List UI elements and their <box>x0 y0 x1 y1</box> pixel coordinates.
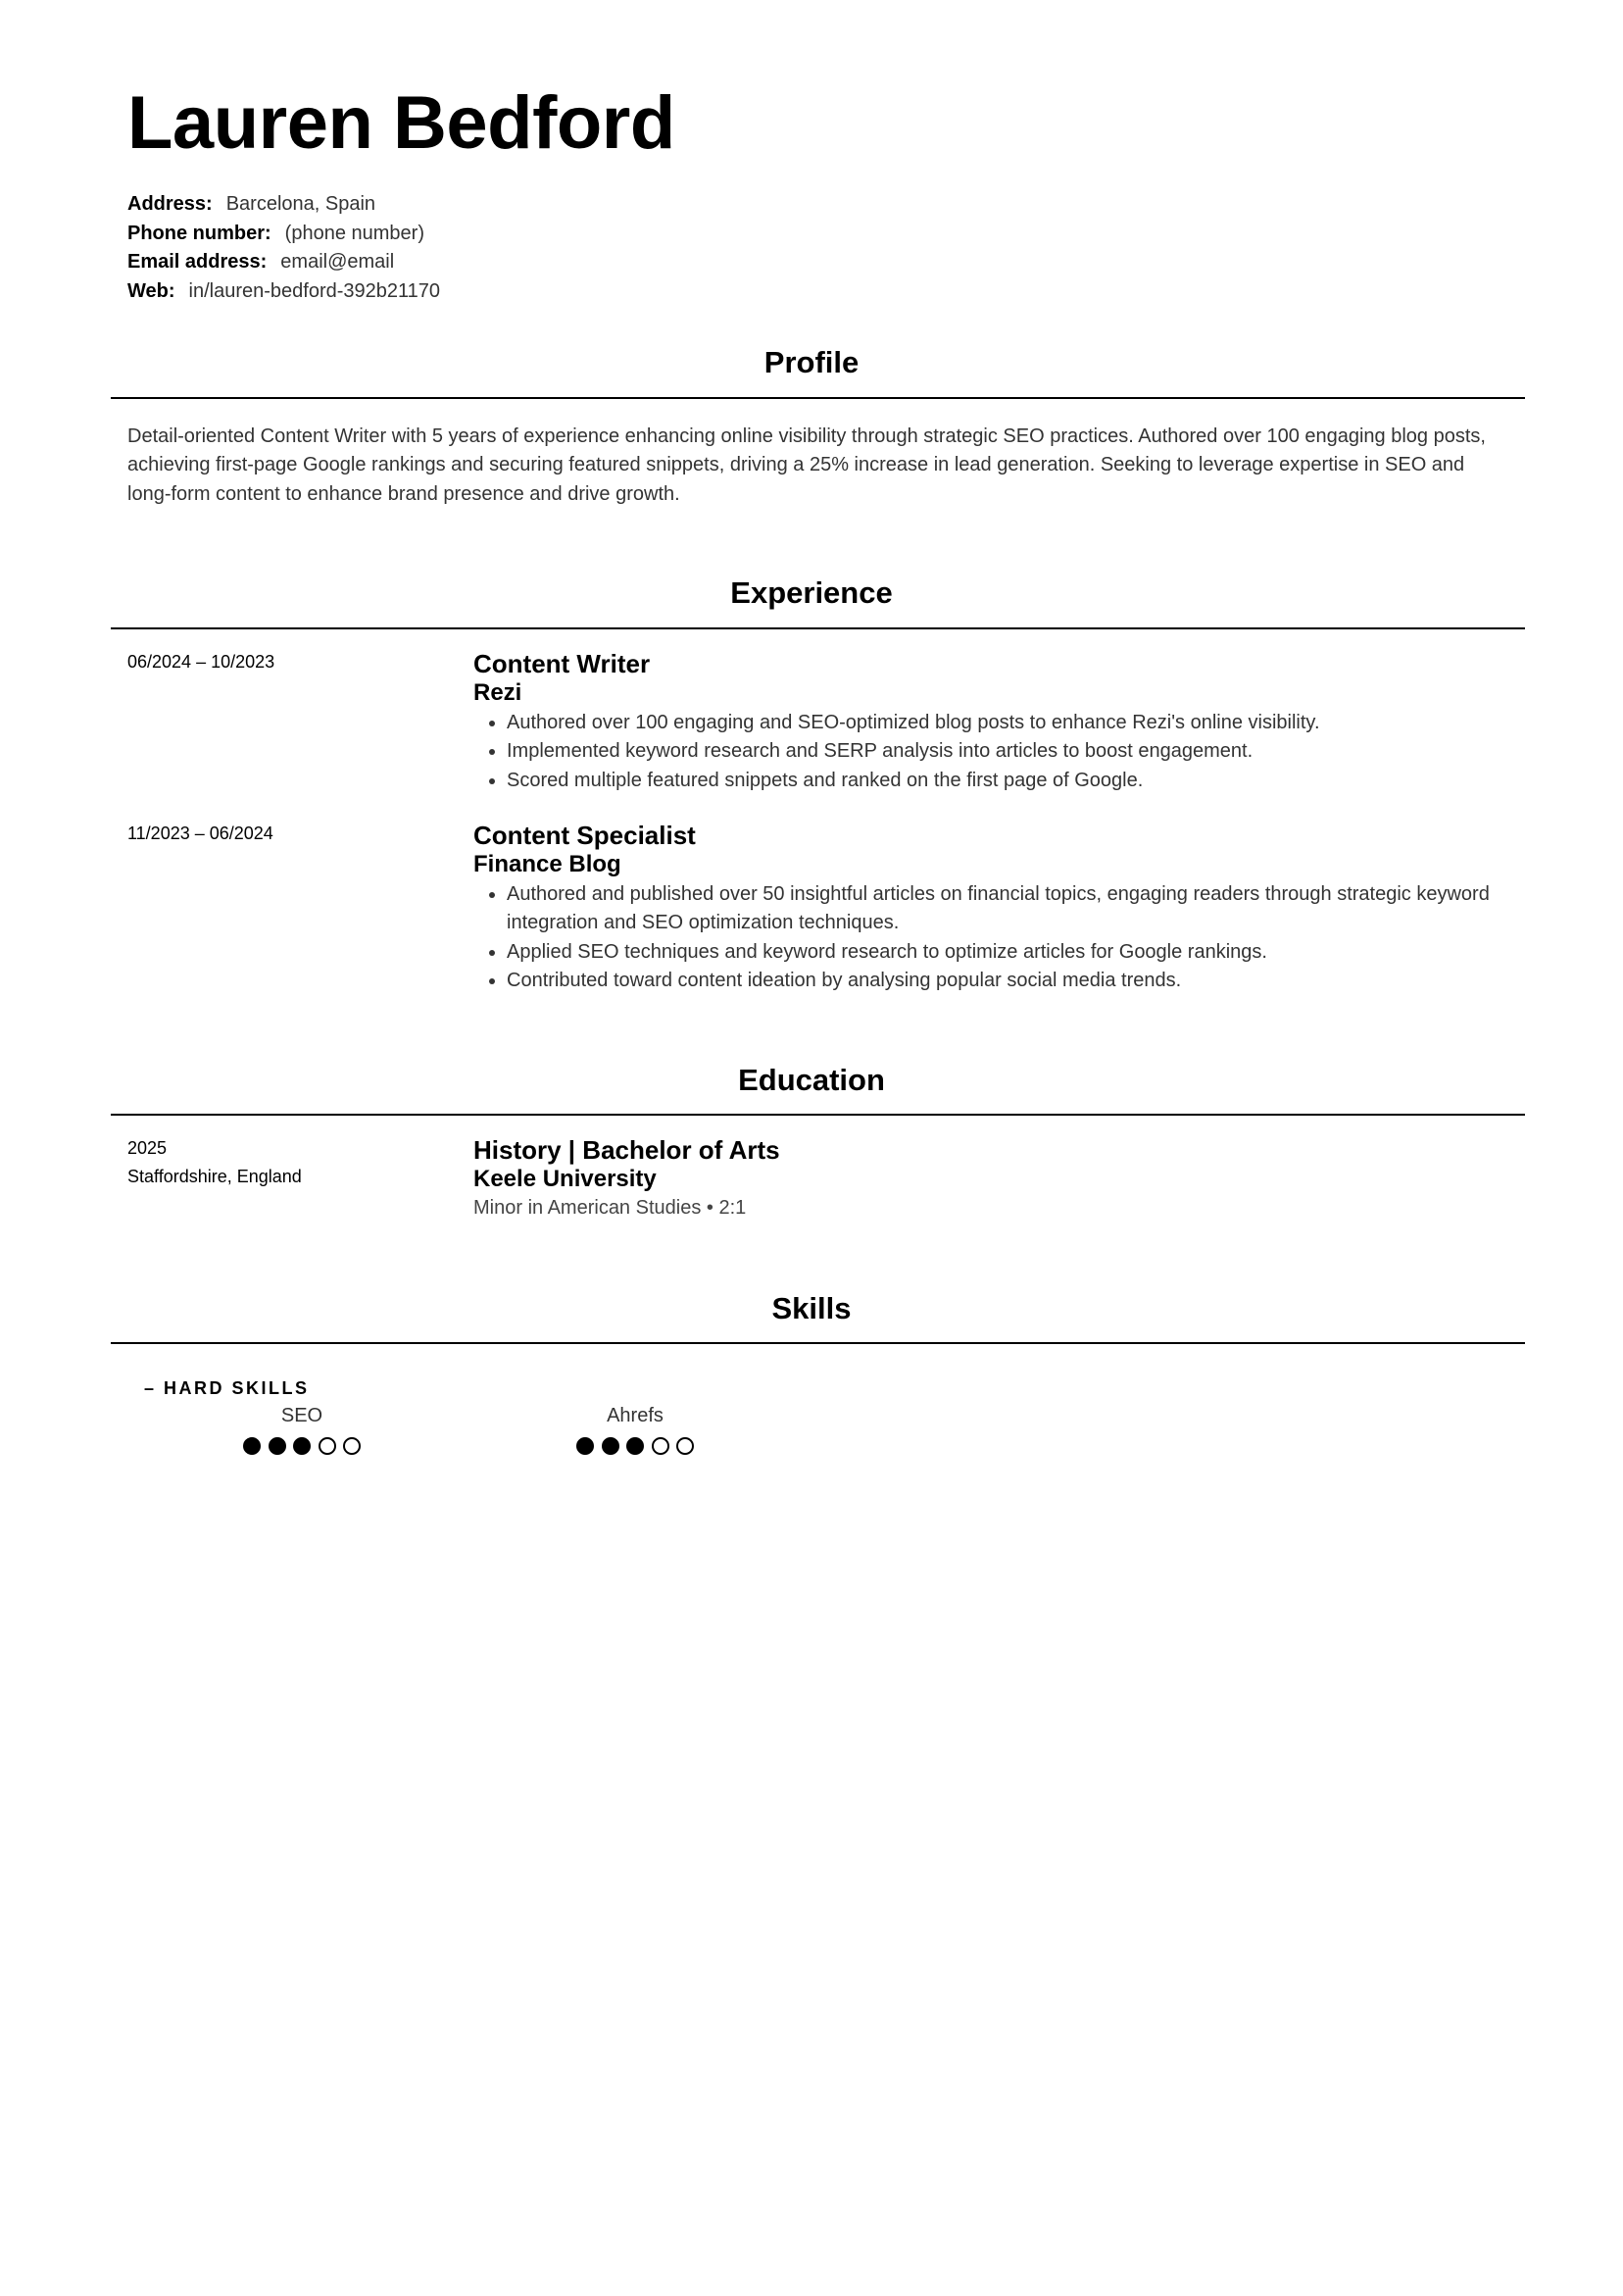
skill-rating <box>223 1437 380 1455</box>
achievement-item: • Authored and published over 50 insightful articles on financial topics, engaging readers through strategic keyword integration and SEO optimization techniques. <box>507 880 1512 938</box>
contact-label: Email address: <box>127 251 268 273</box>
contact-value: (phone number) <box>284 222 424 244</box>
rating-dot-filled <box>269 1437 286 1455</box>
skills-divider <box>111 1342 1525 1344</box>
skill-rating <box>557 1437 713 1455</box>
skill-ahrefs <box>557 1402 713 1455</box>
skill-name: SEO <box>280 1405 323 1426</box>
achievement-item: • Implemented keyword research and SERP analysis into articles to boost engagement. <box>507 737 1512 766</box>
contact-address <box>127 190 440 220</box>
rating-dot-filled <box>243 1437 261 1455</box>
contact-value: Barcelona, Spain <box>225 193 376 215</box>
experience-heading: Experience <box>730 575 893 610</box>
contact-value: email@email <box>280 251 395 273</box>
achievement-item: • Scored multiple featured snippets and ranked on the first page of Google. <box>507 767 1512 795</box>
contact-web <box>127 277 440 307</box>
contact-label: Phone number: <box>127 222 271 244</box>
rating-dot-empty <box>319 1437 336 1455</box>
contact-email <box>127 248 440 277</box>
contact-value: in/lauren-bedford-392b21170 <box>188 279 441 302</box>
achievement-item: • Applied SEO techniques and keyword research to optimize articles for Google rankings. <box>507 938 1512 967</box>
rating-dot-filled <box>293 1437 311 1455</box>
education-heading: Education <box>738 1063 885 1097</box>
experience-dates: 06/2024 – 10/2023 <box>127 652 275 672</box>
degree-title: History | Bachelor of Arts <box>473 1135 780 1165</box>
skill-seo <box>223 1402 380 1455</box>
achievement-item: • Contributed toward content ideation by analysing popular social media trends. <box>507 967 1512 995</box>
company-name: Finance Blog <box>473 851 621 877</box>
achievement-list <box>473 709 1512 795</box>
rating-dot-filled <box>626 1437 644 1455</box>
profile-heading: Profile <box>763 345 860 379</box>
job-title: Content Specialist <box>473 821 696 850</box>
graduation-year: 2025 <box>127 1138 168 1158</box>
education-details <box>473 1134 1512 1223</box>
degree-note: Minor in American Studies • 2:1 <box>473 1197 747 1219</box>
experience-divider <box>111 627 1525 629</box>
rating-dot-empty <box>343 1437 361 1455</box>
school-name: Keele University <box>473 1166 657 1192</box>
rating-dot-filled <box>576 1437 594 1455</box>
contact-details <box>127 190 440 306</box>
experience-dates: 11/2023 – 06/2024 <box>127 824 273 843</box>
contact-label: Address: <box>127 193 213 215</box>
achievement-item: • Authored over 100 engaging and SEO-optimized blog posts to enhance Rezi's online visibility. <box>507 709 1512 737</box>
company-name: Rezi <box>473 679 522 706</box>
experience-details <box>473 648 1512 795</box>
experience-details <box>473 820 1512 995</box>
education-location: Staffordshire, England <box>127 1167 302 1186</box>
contact-label: Web: <box>127 279 175 302</box>
rating-dot-filled <box>602 1437 619 1455</box>
hard-skills-label: – HARD SKILLS <box>144 1378 310 1398</box>
profile-divider <box>111 397 1525 399</box>
profile-summary: Detail-oriented Content Writer with 5 years of experience enhancing online visibility through strategic SEO practices. Authored over 100 engaging blog posts, achieving first-page Google rankings and securing featured snippets, driving a 25% increase in lead generation. Seeking to leverage expertise in SEO and long-form content to enhance brand presence and drive growth. <box>127 425 1486 505</box>
candidate-name: Lauren Bedford <box>127 81 675 165</box>
job-title: Content Writer <box>473 649 651 678</box>
rating-dot-empty <box>676 1437 694 1455</box>
achievement-list <box>473 880 1512 995</box>
contact-phone <box>127 220 440 249</box>
skill-name: Ahrefs <box>607 1405 664 1426</box>
skills-heading: Skills <box>771 1291 852 1325</box>
education-divider <box>111 1114 1525 1116</box>
rating-dot-empty <box>652 1437 669 1455</box>
